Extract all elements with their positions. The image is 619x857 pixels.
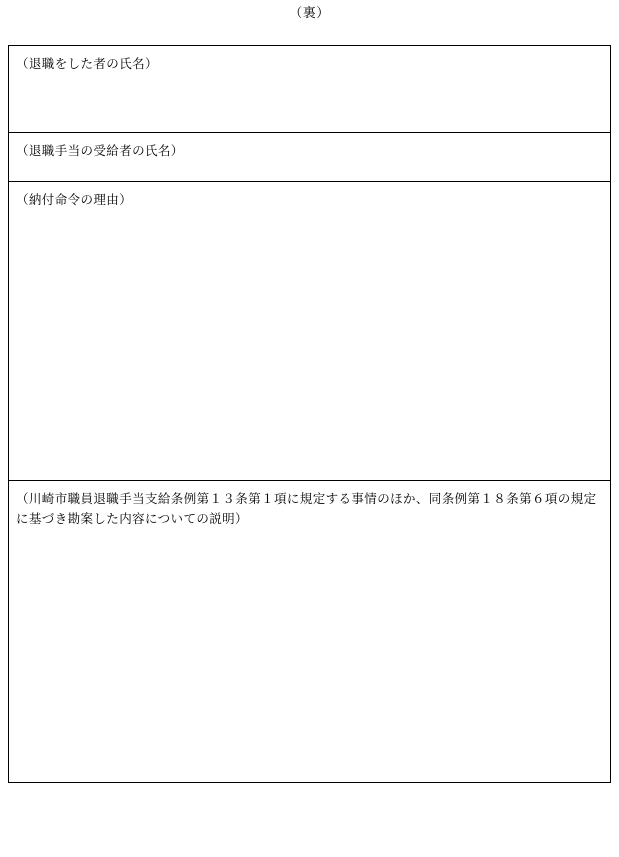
page-side-label: （裏）	[289, 6, 330, 21]
form-table	[8, 45, 611, 783]
field-label: （納付命令の理由）	[16, 192, 133, 207]
field-label: （退職をした者の氏名）	[16, 56, 158, 71]
table-row	[9, 182, 611, 481]
table-row	[9, 481, 611, 783]
field-reason-for-payment-order[interactable]	[9, 182, 611, 481]
form-table-body	[9, 46, 611, 783]
field-name-of-retired-person[interactable]	[9, 46, 611, 133]
field-label: （川崎市職員退職手当支給条例第１３条第１項に規定する事情のほか、同条例第１８条第６項の規定に基づき勘案した内容についての説明）	[16, 491, 597, 526]
field-name-of-allowance-recipient[interactable]	[9, 133, 611, 182]
table-row	[9, 46, 611, 133]
field-explanation-of-considerations[interactable]	[9, 481, 611, 783]
table-row	[9, 133, 611, 182]
field-label: （退職手当の受給者の氏名）	[16, 143, 184, 158]
